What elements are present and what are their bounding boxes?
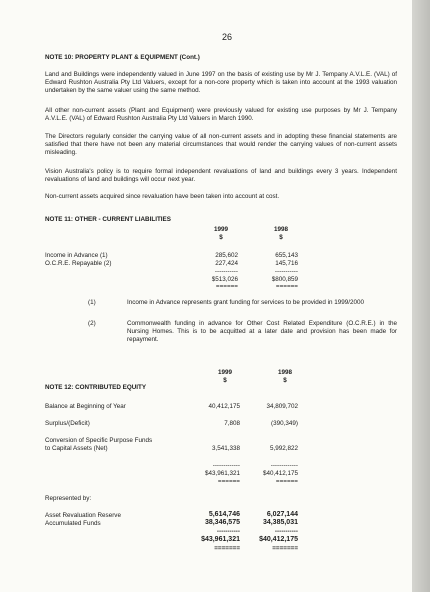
note12-row-1998: 34,385,031 — [262, 519, 298, 526]
footnote-text: Income in Advance represents grant funding for services to be provided in 1999/2000 — [127, 299, 364, 306]
note12-row-1998: (390,349) — [271, 420, 298, 427]
note12-double-rule: ======= — [272, 545, 298, 552]
note12-double-rule: ======= — [214, 545, 240, 552]
note12-heading: NOTE 12: CONTRIBUTED EQUITY — [45, 384, 147, 391]
note11-row-1999: 285,602 — [215, 252, 238, 259]
note12-row-label: Surplus/(Deficit) — [45, 420, 90, 427]
note12-col-1998: 1998 — [277, 369, 292, 376]
note12-row-label: Accumulated Funds — [45, 520, 101, 527]
note12-grand-total-1999: $43,961,321 — [201, 536, 240, 543]
note12-row-label: Asset Revaluation Reserve — [45, 512, 121, 519]
note12-row-label: to Capital Assets (Net) — [45, 445, 108, 452]
note10-paragraph: Land and Buildings were independently valued in June 1997 on the basis of existing use by Mr J. Tempany A.V.L.E. (VAL) of Edward Rushton Australia Pty Ltd Valuers, except for a non-core property which is taken into account at the 1993 valuation undertaken by the same valuer using the same method. — [45, 71, 397, 95]
note11-row-1998: 145,716 — [275, 260, 298, 267]
note10-paragraph: Non-current assets acquired since revaluation have been taken into account at cost. — [45, 193, 280, 200]
note11-total-1999: $513,026 — [211, 276, 238, 283]
footnote-number: (1) — [88, 299, 96, 306]
note12-rule: ------------- — [270, 462, 298, 469]
note12-row-1998: 34,809,702 — [266, 403, 298, 410]
note12-double-rule: ====== — [217, 478, 240, 485]
note12-rule: ------------- — [212, 462, 240, 469]
footnote-number: (2) — [88, 320, 96, 327]
note11-heading: NOTE 11: OTHER - CURRENT LIABILITIES — [45, 216, 171, 223]
note12-grand-total-1998: $40,412,175 — [259, 536, 298, 543]
represented-by-label: Represented by: — [45, 495, 92, 502]
note12-row-1999: 3,541,338 — [211, 445, 240, 452]
note11-row-1998: 655,143 — [275, 252, 298, 259]
note11-currency-1998: $ — [279, 234, 283, 241]
note11-row-1999: 227,424 — [215, 260, 238, 267]
note12-row-1999: 40,412,175 — [208, 403, 240, 410]
note12-row-label: Conversion of Specific Purpose Funds — [45, 437, 153, 444]
note12-total-1999: $43,961,321 — [204, 470, 240, 477]
note12-row-1998: 6,027,144 — [266, 511, 298, 518]
note11-double-rule: ====== — [275, 283, 298, 290]
note11-currency-1999: $ — [219, 234, 223, 241]
note11-col-1998: 1998 — [273, 226, 288, 233]
note12-total-1998: $40,412,175 — [262, 470, 298, 477]
note12-row-1999: 38,346,575 — [204, 519, 240, 526]
note12-currency-1998: $ — [283, 377, 287, 384]
note11-rule: ----------- — [274, 268, 298, 275]
note11-row-label: Income in Advance (1) — [45, 252, 108, 259]
footnote-text: Commonwealth funding in advance for Other Cost Related Expenditure (O.C.R.E.) in the Nursing Homes. This is to be acquitted at a later date and provision has been made for repayment. — [127, 320, 397, 344]
note12-row-1999: 7,808 — [224, 420, 240, 427]
page-edge-shadow — [412, 0, 430, 592]
note11-total-1998: $800,859 — [271, 276, 298, 283]
note10-heading: NOTE 10: PROPERTY PLANT & EQUIPMENT (Cont.) — [45, 54, 200, 61]
page-number: 26 — [222, 32, 233, 42]
note11-rule: ----------- — [214, 268, 238, 275]
note11-double-rule: ====== — [215, 283, 238, 290]
note10-paragraph: All other non-current assets (Plant and Equipment) were previously valued for existing use purposes by Mr J. Tempany A.V.L.E. (VAL) of Edward Rushton Australia Pty Ltd Valuers in March 1990. — [45, 107, 397, 123]
note12-rule: ----------- — [216, 528, 240, 535]
note12-row-1998: 5,992,822 — [269, 445, 298, 452]
note12-currency-1999: $ — [223, 377, 227, 384]
note10-paragraph: Vision Australia's policy is to require formal independent revaluations of land and buildings every 3 years. Independent revaluations of land and buildings will occur next year. — [45, 168, 397, 184]
note12-rule: ----------- — [274, 528, 298, 535]
note12-double-rule: ====== — [275, 478, 298, 485]
note11-col-1999: 1999 — [213, 226, 228, 233]
note12-row-label: Balance at Beginning of Year — [45, 403, 126, 410]
note11-row-label: O.C.R.E. Repayable (2) — [45, 260, 112, 267]
note10-paragraph: The Directors regularly consider the carrying value of all non-current assets and in adopting these financial statements are satisfied that there have not been any material circumstances that would render the carrying values of non-current assets misleading. — [45, 133, 397, 157]
note12-row-1999: 5,614,746 — [208, 511, 240, 518]
note12-col-1999: 1999 — [217, 369, 232, 376]
